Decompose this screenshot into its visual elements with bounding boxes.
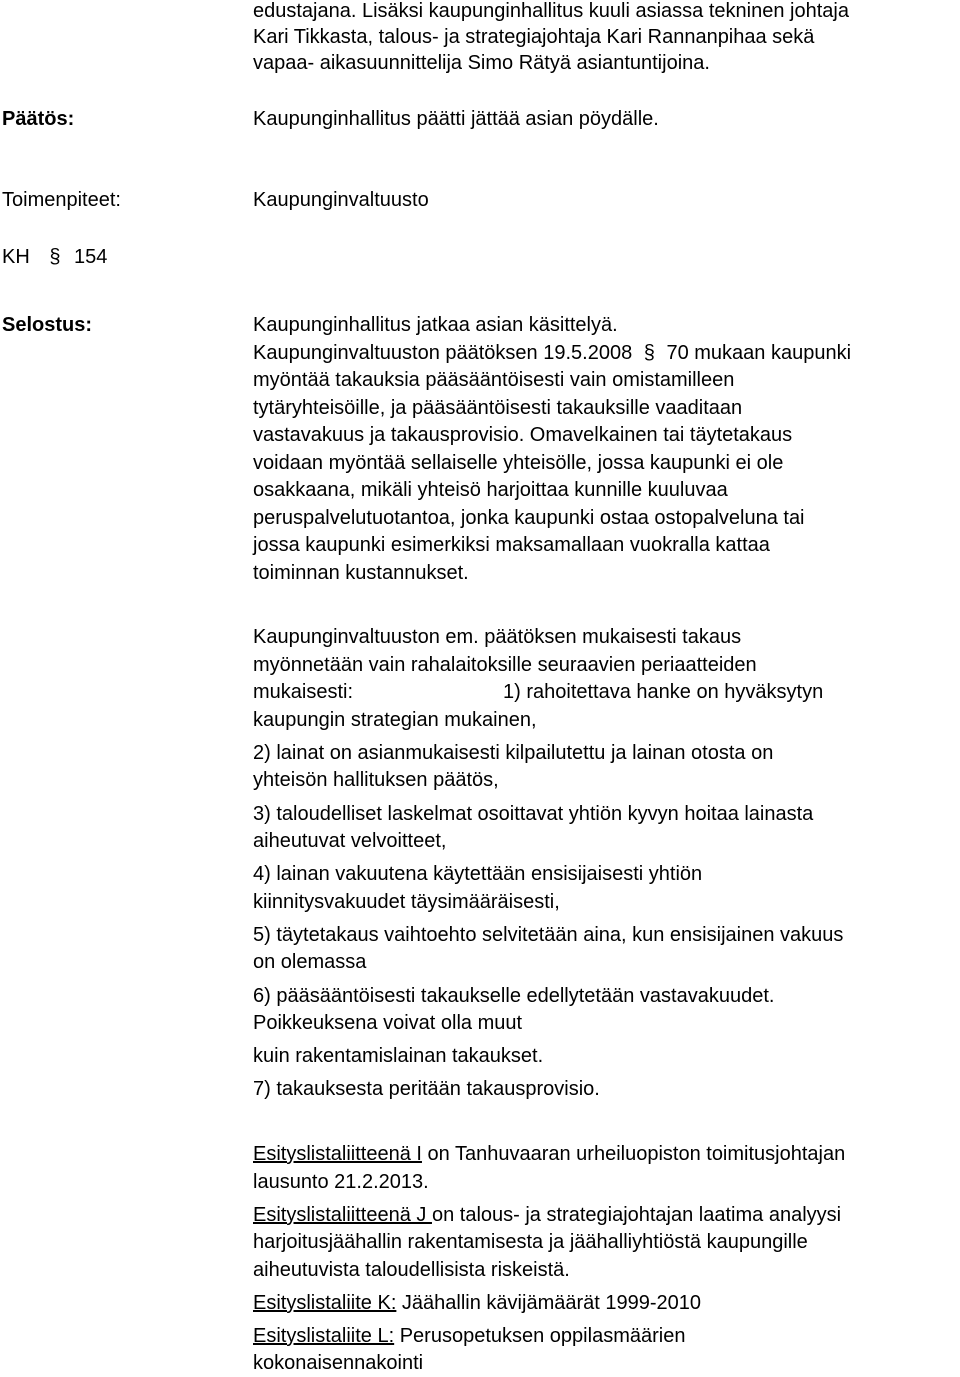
attachment-l-link[interactable]: Esityslistaliite L: xyxy=(253,1325,395,1347)
selostus-line2-b: 70 mukaan kaupunki xyxy=(666,342,852,364)
principle-item-6-cont: kuin rakentamislainan takaukset. xyxy=(253,1045,544,1067)
toimenpiteet-text: Kaupunginvaltuusto xyxy=(253,189,429,211)
principle-item-4-cont: kiinnitysvakuudet täysimääräisesti, xyxy=(253,891,560,913)
selostus-line: voidaan myöntää sellaiselle yhteisölle, jossa kaupunki ei ole xyxy=(253,452,784,474)
intro-line: Kari Tikkasta, talous- ja strategiajohtaja Kari Rannanpihaa sekä xyxy=(253,26,815,48)
kh-number: 154 xyxy=(74,246,108,268)
selostus-line: myöntää takauksia pääsääntöisesti vain omistamilleen xyxy=(253,369,735,391)
principle-item-3: 3) taloudelliset laskelmat osoittavat yhtiön kyvyn hoitaa lainasta xyxy=(253,803,814,825)
paatos-text: Kaupunginhallitus päätti jättää asian pöydälle. xyxy=(253,108,659,130)
attachment-l-text: Perusopetuksen oppilasmäärien xyxy=(394,1325,686,1347)
selostus-line: vastavakuus ja takausprovisio. Omavelkainen tai täytetakaus xyxy=(253,424,793,446)
selostus-label: Selostus: xyxy=(2,314,93,336)
section-sign: § xyxy=(49,246,61,268)
principles-intro: myönnetään vain rahalaitoksille seuraavien periaatteiden xyxy=(253,654,757,676)
attachment-k-text: Jäähallin kävijämäärät 1999-2010 xyxy=(396,1292,702,1314)
selostus-line: osakkaana, mikäli yhteisö harjoittaa kunnille kuuluvaa xyxy=(253,479,728,501)
attachment-j-cont: aiheutuvista taloudellisista riskeistä. xyxy=(253,1259,570,1281)
selostus-line2-a: Kaupunginvaltuuston päätöksen 19.5.2008 xyxy=(253,342,633,364)
principle-item-4: 4) lainan vakuutena käytettään ensisijaisesti yhtiön xyxy=(253,863,703,885)
section-sign: § xyxy=(643,342,655,364)
selostus-line: tytäryhteisöille, ja pääsääntöisesti takauksille vaaditaan xyxy=(253,397,743,419)
principle-item-6-cont: Poikkeuksena voivat olla muut xyxy=(253,1012,523,1034)
attachment-j-cont: harjoitusjäähallin rakentamisesta ja jäähalliyhtiöstä kaupungille xyxy=(253,1231,808,1253)
attachment-j-link[interactable]: Esityslistaliitteenä J xyxy=(253,1204,432,1226)
selostus-line xyxy=(253,340,851,367)
intro-line: edustajana. Lisäksi kaupunginhallitus kuuli asiassa tekninen johtaja xyxy=(253,0,849,22)
principle-item-1-cont: kaupungin strategian mukainen, xyxy=(253,709,537,731)
selostus-line: toiminnan kustannukset. xyxy=(253,562,469,584)
selostus-line: Kaupunginhallitus jatkaa asian käsittelyä. xyxy=(253,314,618,336)
kh-heading xyxy=(2,244,107,271)
attachment-j-text: on talous- ja strategiajohtajan laatima analyysi xyxy=(431,1204,842,1226)
attachment-k xyxy=(253,1290,701,1317)
paatos-label: Päätös: xyxy=(2,108,75,130)
principles-intro: mukaisesti: xyxy=(253,681,354,703)
attachment-l xyxy=(253,1323,685,1350)
attachment-i xyxy=(253,1141,845,1168)
principle-item-6: 6) pääsääntöisesti takaukselle edellytetään vastavakuudet. xyxy=(253,985,775,1007)
principle-item-2: 2) lainat on asianmukaisesti kilpailutettu ja lainan otosta on xyxy=(253,742,774,764)
principle-item-3-cont: aiheutuvat velvoitteet, xyxy=(253,830,447,852)
selostus-line: peruspalvelutuotantoa, jonka kaupunki ostaa ostopalveluna tai xyxy=(253,507,805,529)
principle-item-5: 5) täytetakaus vaihtoehto selvitetään aina, kun ensisijainen vakuus xyxy=(253,924,844,946)
principle-item-7: 7) takauksesta peritään takausprovisio. xyxy=(253,1078,600,1100)
selostus-line: jossa kaupunki esimerkiksi maksamallaan vuokralla kattaa xyxy=(253,534,770,556)
attachment-j xyxy=(253,1202,841,1229)
kh-prefix: KH xyxy=(2,246,30,268)
attachment-k-link[interactable]: Esityslistaliite K: xyxy=(253,1292,397,1314)
principle-item-5-cont: on olemassa xyxy=(253,951,367,973)
attachment-i-cont: lausunto 21.2.2013. xyxy=(253,1171,429,1193)
principle-item-2-cont: yhteisön hallituksen päätös, xyxy=(253,769,499,791)
attachment-i-text: on Tanhuvaaran urheiluopiston toimitusjohtajan xyxy=(421,1143,846,1165)
attachment-l-cont: kokonaisennakointi xyxy=(253,1352,424,1374)
attachment-i-link[interactable]: Esityslistaliitteenä I xyxy=(253,1143,422,1165)
toimenpiteet-label: Toimenpiteet: xyxy=(2,189,121,211)
principles-intro: Kaupunginvaltuuston em. päätöksen mukaisesti takaus xyxy=(253,626,742,648)
intro-line: vapaa- aikasuunnittelija Simo Rätyä asiantuntijoina. xyxy=(253,52,710,74)
principle-item-1: 1) rahoitettava hanke on hyväksytyn xyxy=(503,681,824,703)
